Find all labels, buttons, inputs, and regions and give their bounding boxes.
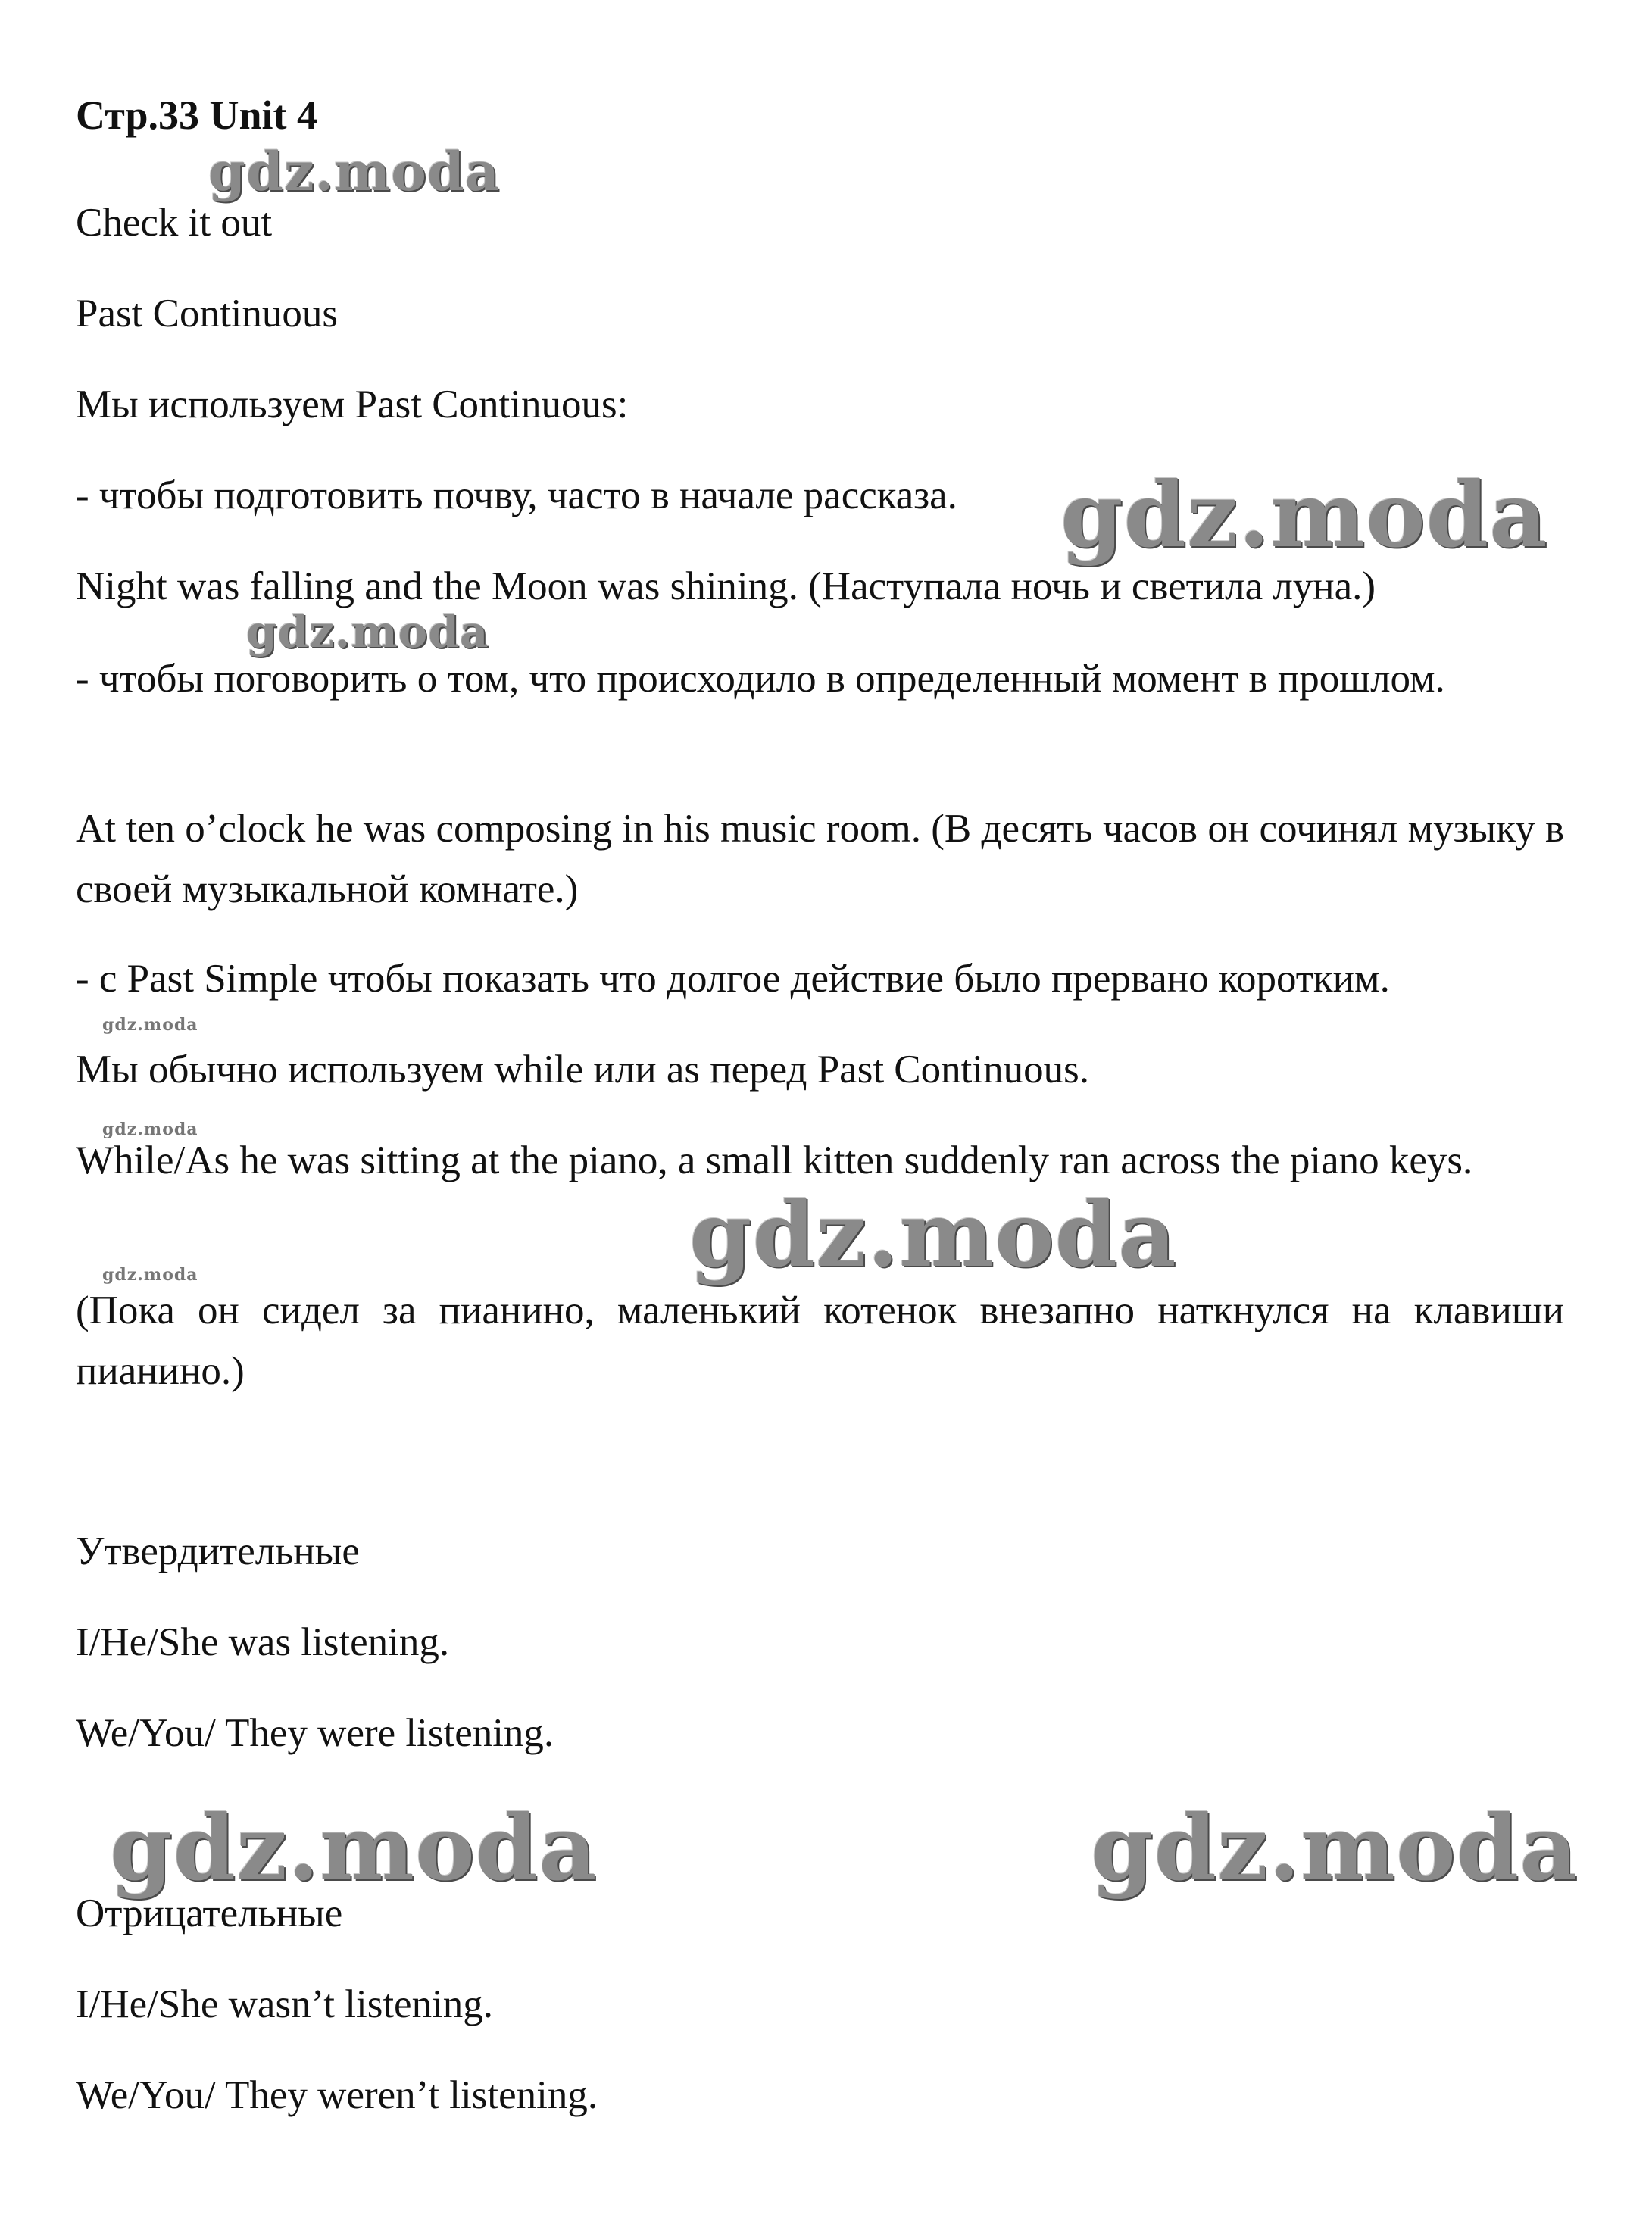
watermark-logo: gdz.moda: [102, 1265, 198, 1285]
rule-3: - с Past Simple чтобы показать что долгое действие было прервано коротким.: [76, 957, 1390, 1001]
negative-line-2: We/You/ They weren’t listening.: [76, 2073, 598, 2117]
watermark-logo: gdz.moda: [110, 1795, 598, 1901]
watermark-logo: gdz.moda: [102, 1015, 198, 1035]
section-heading: Check it out: [76, 201, 273, 245]
affirmative-heading: Утвердительные: [76, 1529, 360, 1573]
watermark-logo: gdz.moda: [689, 1182, 1177, 1287]
affirmative-line-1: I/He/She was listening.: [76, 1620, 450, 1664]
rule-2: - чтобы поговорить о том, что происходило в определенный момент в прошлом.: [76, 657, 1445, 701]
intro-text: Мы используем Past Continuous:: [76, 383, 629, 426]
watermark-logo: gdz.moda: [1060, 462, 1548, 567]
example-3: While/As he was sitting at the piano, a small kitten suddenly ran across the piano keys.: [76, 1138, 1473, 1182]
example-3-translation: (Пока он сидел за пианино, маленький котенок внезапно наткнулся на клавиши пианино.): [76, 1288, 1564, 1393]
example-1: Night was falling and the Moon was shining. (Наступала ночь и светила луна.): [76, 564, 1376, 608]
topic-heading: Past Continuous: [76, 292, 339, 336]
rule-1: - чтобы подготовить почву, часто в начале рассказа.: [76, 473, 957, 517]
watermark-logo: gdz.moda: [246, 606, 489, 657]
watermark-logo: gdz.moda: [208, 140, 501, 203]
watermark-logo: gdz.moda: [102, 1120, 198, 1139]
note-text: Мы обычно используем while или as перед Past Continuous.: [76, 1048, 1089, 1092]
negative-heading: Отрицательные: [76, 1891, 343, 1935]
watermark-logo: gdz.moda: [1091, 1795, 1579, 1901]
page-title: Стр.33 Unit 4: [76, 92, 318, 138]
example-2: At ten o’clock he was composing in his music room. (В десять часов он сочинял музыку в своей музыкальной комнате.): [76, 807, 1564, 911]
negative-line-1: I/He/She wasn’t listening.: [76, 1982, 494, 2026]
affirmative-line-2: We/You/ They were listening.: [76, 1711, 554, 1755]
